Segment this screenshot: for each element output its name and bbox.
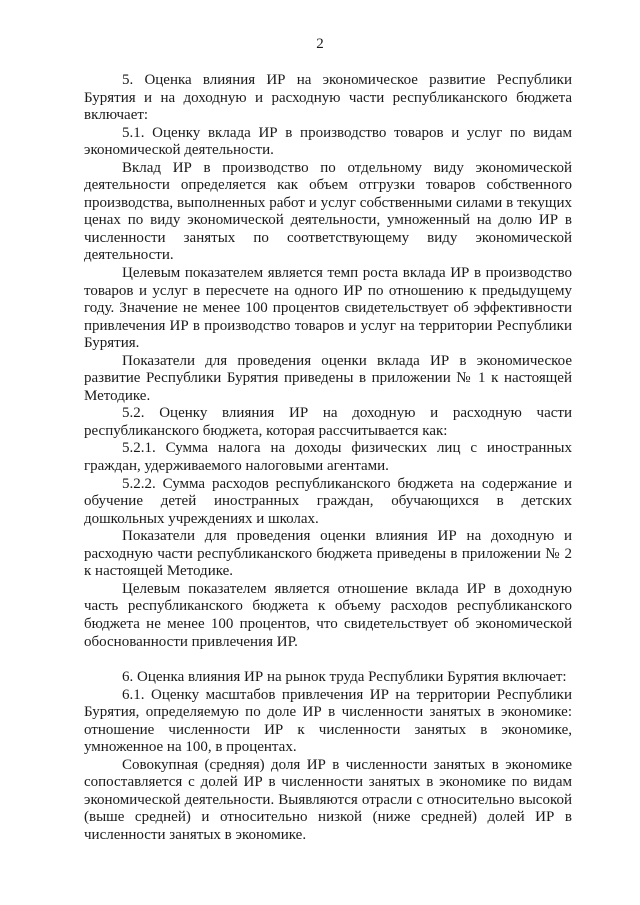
paragraph-5-2-1: 5.2.1. Сумма налога на доходы физических лиц с иностранных граждан, удерживаемого налоговыми агентами. [84, 440, 572, 475]
paragraph: Целевым показателем является темп роста вклада ИР в производство товаров и услуг в пересчете на одного ИР по отношению к предыдущему году. Значение не менее 100 процентов свидетельствует об эффективности привлечения ИР в производство товаров и услуг на территории Республики Бурятия. [84, 265, 572, 352]
section-5-heading: 5. Оценка влияния ИР на экономическое развитие Республики Бурятия и на доходную и расходную части республиканского бюджета включает: [84, 72, 572, 124]
paragraph-5-2-2: 5.2.2. Сумма расходов республиканского бюджета на содержание и обучение детей иностранных граждан, обучающихся в детских дошкольных учреждениях и школах. [84, 475, 572, 527]
paragraph: Целевым показателем является отношение вклада ИР в доходную часть республиканского бюджета к объему расходов республиканского бюджета не менее 100 процентов, что свидетельствует об экономической обоснованности привлечения ИР. [84, 580, 572, 650]
document-body [84, 72, 572, 845]
paragraph-6-1: 6.1. Оценку масштабов привлечения ИР на территории Республики Бурятия, определяемую по доле ИР в численности занятых в экономике: отношение численности ИР к численности занятых в экономике, умноженное на 100, в процентах. [84, 686, 572, 756]
paragraph-5-1: 5.1. Оценку вклада ИР в производство товаров и услуг по видам экономической деятельности. [84, 124, 572, 159]
paragraph: Показатели для проведения оценки вклада ИР в экономическое развитие Республики Бурятия приведены в приложении № 1 к настоящей Методике. [84, 352, 572, 404]
page-number: 2 [316, 36, 324, 52]
paragraph-5-2: 5.2. Оценку влияния ИР на доходную и расходную части республиканского бюджета, которая рассчитывается как: [84, 405, 572, 439]
paragraph: Вклад ИР в производство по отдельному виду экономической деятельности определяется как объем отгрузки товаров собственного производства, выполненных работ и услуг собственными силами в текущих ценах по виду экономической деятельности, умноженный на долю ИР в численности занятых по соответствующему виду экономической деятельности. [84, 159, 572, 264]
section-spacer [84, 651, 572, 669]
paragraph: Совокупная (средняя) доля ИР в численности занятых в экономике сопоставляется с долей ИР в численности занятых в экономике по видам экономической деятельности. Выявляются отрасли с относительно высокой (выше средней) и относительно низкой (ниже средней) долей ИР в численности занятых в экономике. [84, 756, 572, 843]
section-6-heading: 6. Оценка влияния ИР на рынок труда Республики Бурятия включает: [122, 669, 567, 686]
paragraph: Показатели для проведения оценки влияния ИР на доходную и расходную части республиканского бюджета приведены в приложении № 2 к настоящей Методике. [84, 528, 572, 580]
